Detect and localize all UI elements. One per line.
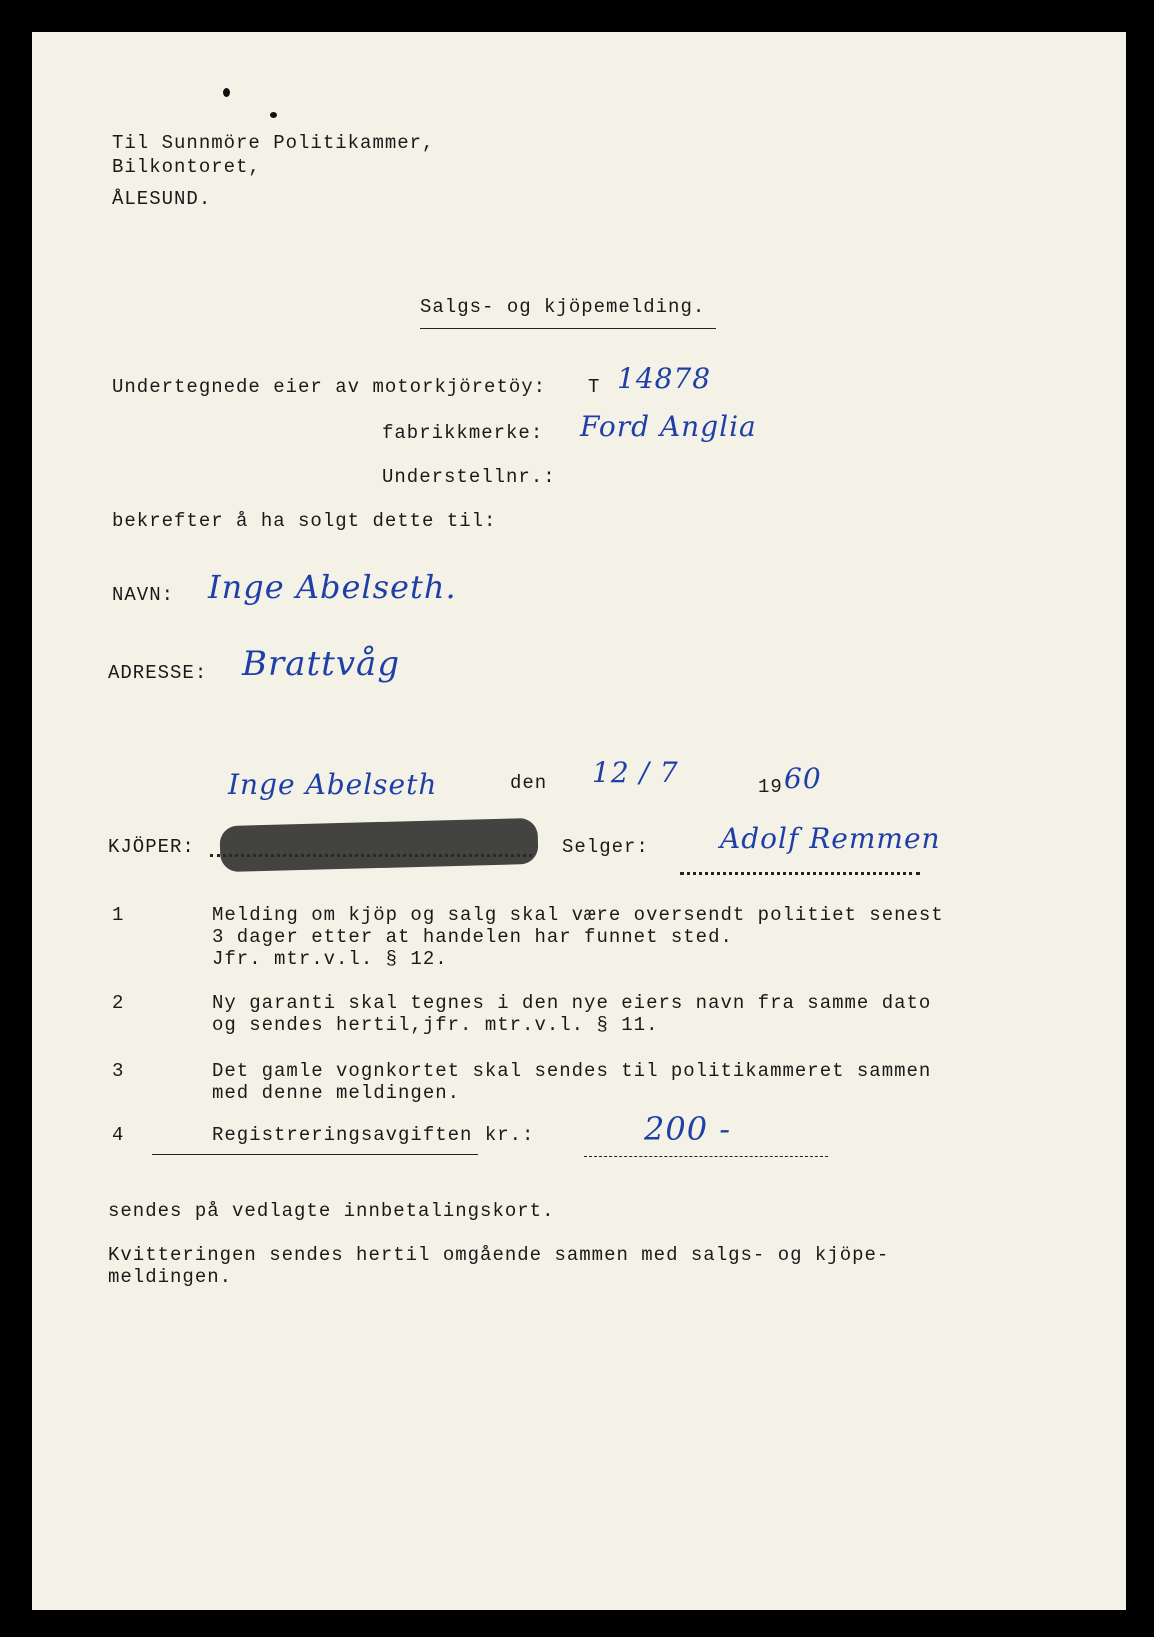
fee-value-line — [584, 1156, 828, 1157]
redacted-buyer-signature — [219, 818, 538, 872]
rule-2-line-1: Ny garanti skal tegnes i den nye eiers navn fra samme dato — [212, 992, 932, 1014]
date-year-prefix: 19 — [758, 776, 783, 798]
owner-label: Undertegnede eier av motorkjöretöy: — [112, 376, 547, 398]
fee-value-handwritten: 200 - — [644, 1110, 732, 1148]
footer-line-1: sendes på vedlagte innbetalingskort. — [108, 1200, 555, 1222]
date-year-suffix-handwritten: 60 — [784, 762, 822, 795]
address-line-3: ÅLESUND. — [112, 188, 212, 210]
address-label: ADRESSE: — [108, 662, 208, 684]
rule-2-number: 2 — [112, 992, 125, 1014]
rule-1-line-3: Jfr. mtr.v.l. § 12. — [212, 948, 448, 970]
rule-3-number: 3 — [112, 1060, 125, 1082]
fee-label-underline — [152, 1154, 478, 1155]
seller-signature-line — [680, 872, 920, 875]
make-label: fabrikkmerke: — [382, 422, 544, 444]
address-value-handwritten: Brattvåg — [242, 644, 401, 684]
reg-prefix: T — [588, 376, 601, 398]
seller-signature-handwritten: Adolf Remmen — [720, 822, 941, 855]
footer-line-3: meldingen. — [108, 1266, 233, 1288]
name-value-handwritten: Inge Abelseth. — [208, 568, 457, 606]
make-value-handwritten: Ford Anglia — [580, 410, 757, 443]
fee-number: 4 — [112, 1124, 125, 1146]
rule-2-line-2: og sendes hertil,jfr. mtr.v.l. § 11. — [212, 1014, 659, 1036]
ink-speck — [223, 88, 230, 97]
name-label: NAVN: — [112, 584, 175, 606]
confirm-text: bekrefter å ha solgt dette til: — [112, 510, 497, 532]
rule-1-line-1: Melding om kjöp og salg skal være oversendt politiet senest — [212, 904, 944, 926]
reg-number-handwritten: 14878 — [617, 362, 712, 395]
chassis-label: Understellnr.: — [382, 466, 556, 488]
document-page — [32, 32, 1126, 1610]
rule-1-number: 1 — [112, 904, 125, 926]
date-signature-handwritten: Inge Abelseth — [228, 768, 438, 801]
footer-line-2: Kvitteringen sendes hertil omgående sammen med salgs- og kjöpe- — [108, 1244, 890, 1266]
address-line-2: Bilkontoret, — [112, 156, 261, 178]
seller-signature-label: Selger: — [562, 836, 649, 858]
buyer-signature-label: KJÖPER: — [108, 836, 195, 858]
ink-speck — [270, 112, 277, 118]
rule-1-line-2: 3 dager etter at handelen har funnet sted. — [212, 926, 733, 948]
date-den: den — [510, 772, 548, 794]
rule-3-line-1: Det gamle vognkortet skal sendes til politikammeret sammen — [212, 1060, 932, 1082]
fee-label: Registreringsavgiften kr.: — [212, 1124, 535, 1146]
title-underline — [420, 328, 716, 329]
page-title: Salgs- og kjöpemelding. — [420, 296, 706, 318]
rule-3-line-2: med denne meldingen. — [212, 1082, 461, 1104]
date-day-month-handwritten: 12 / 7 — [592, 756, 679, 789]
address-line-1: Til Sunnmöre Politikammer, — [112, 132, 435, 154]
